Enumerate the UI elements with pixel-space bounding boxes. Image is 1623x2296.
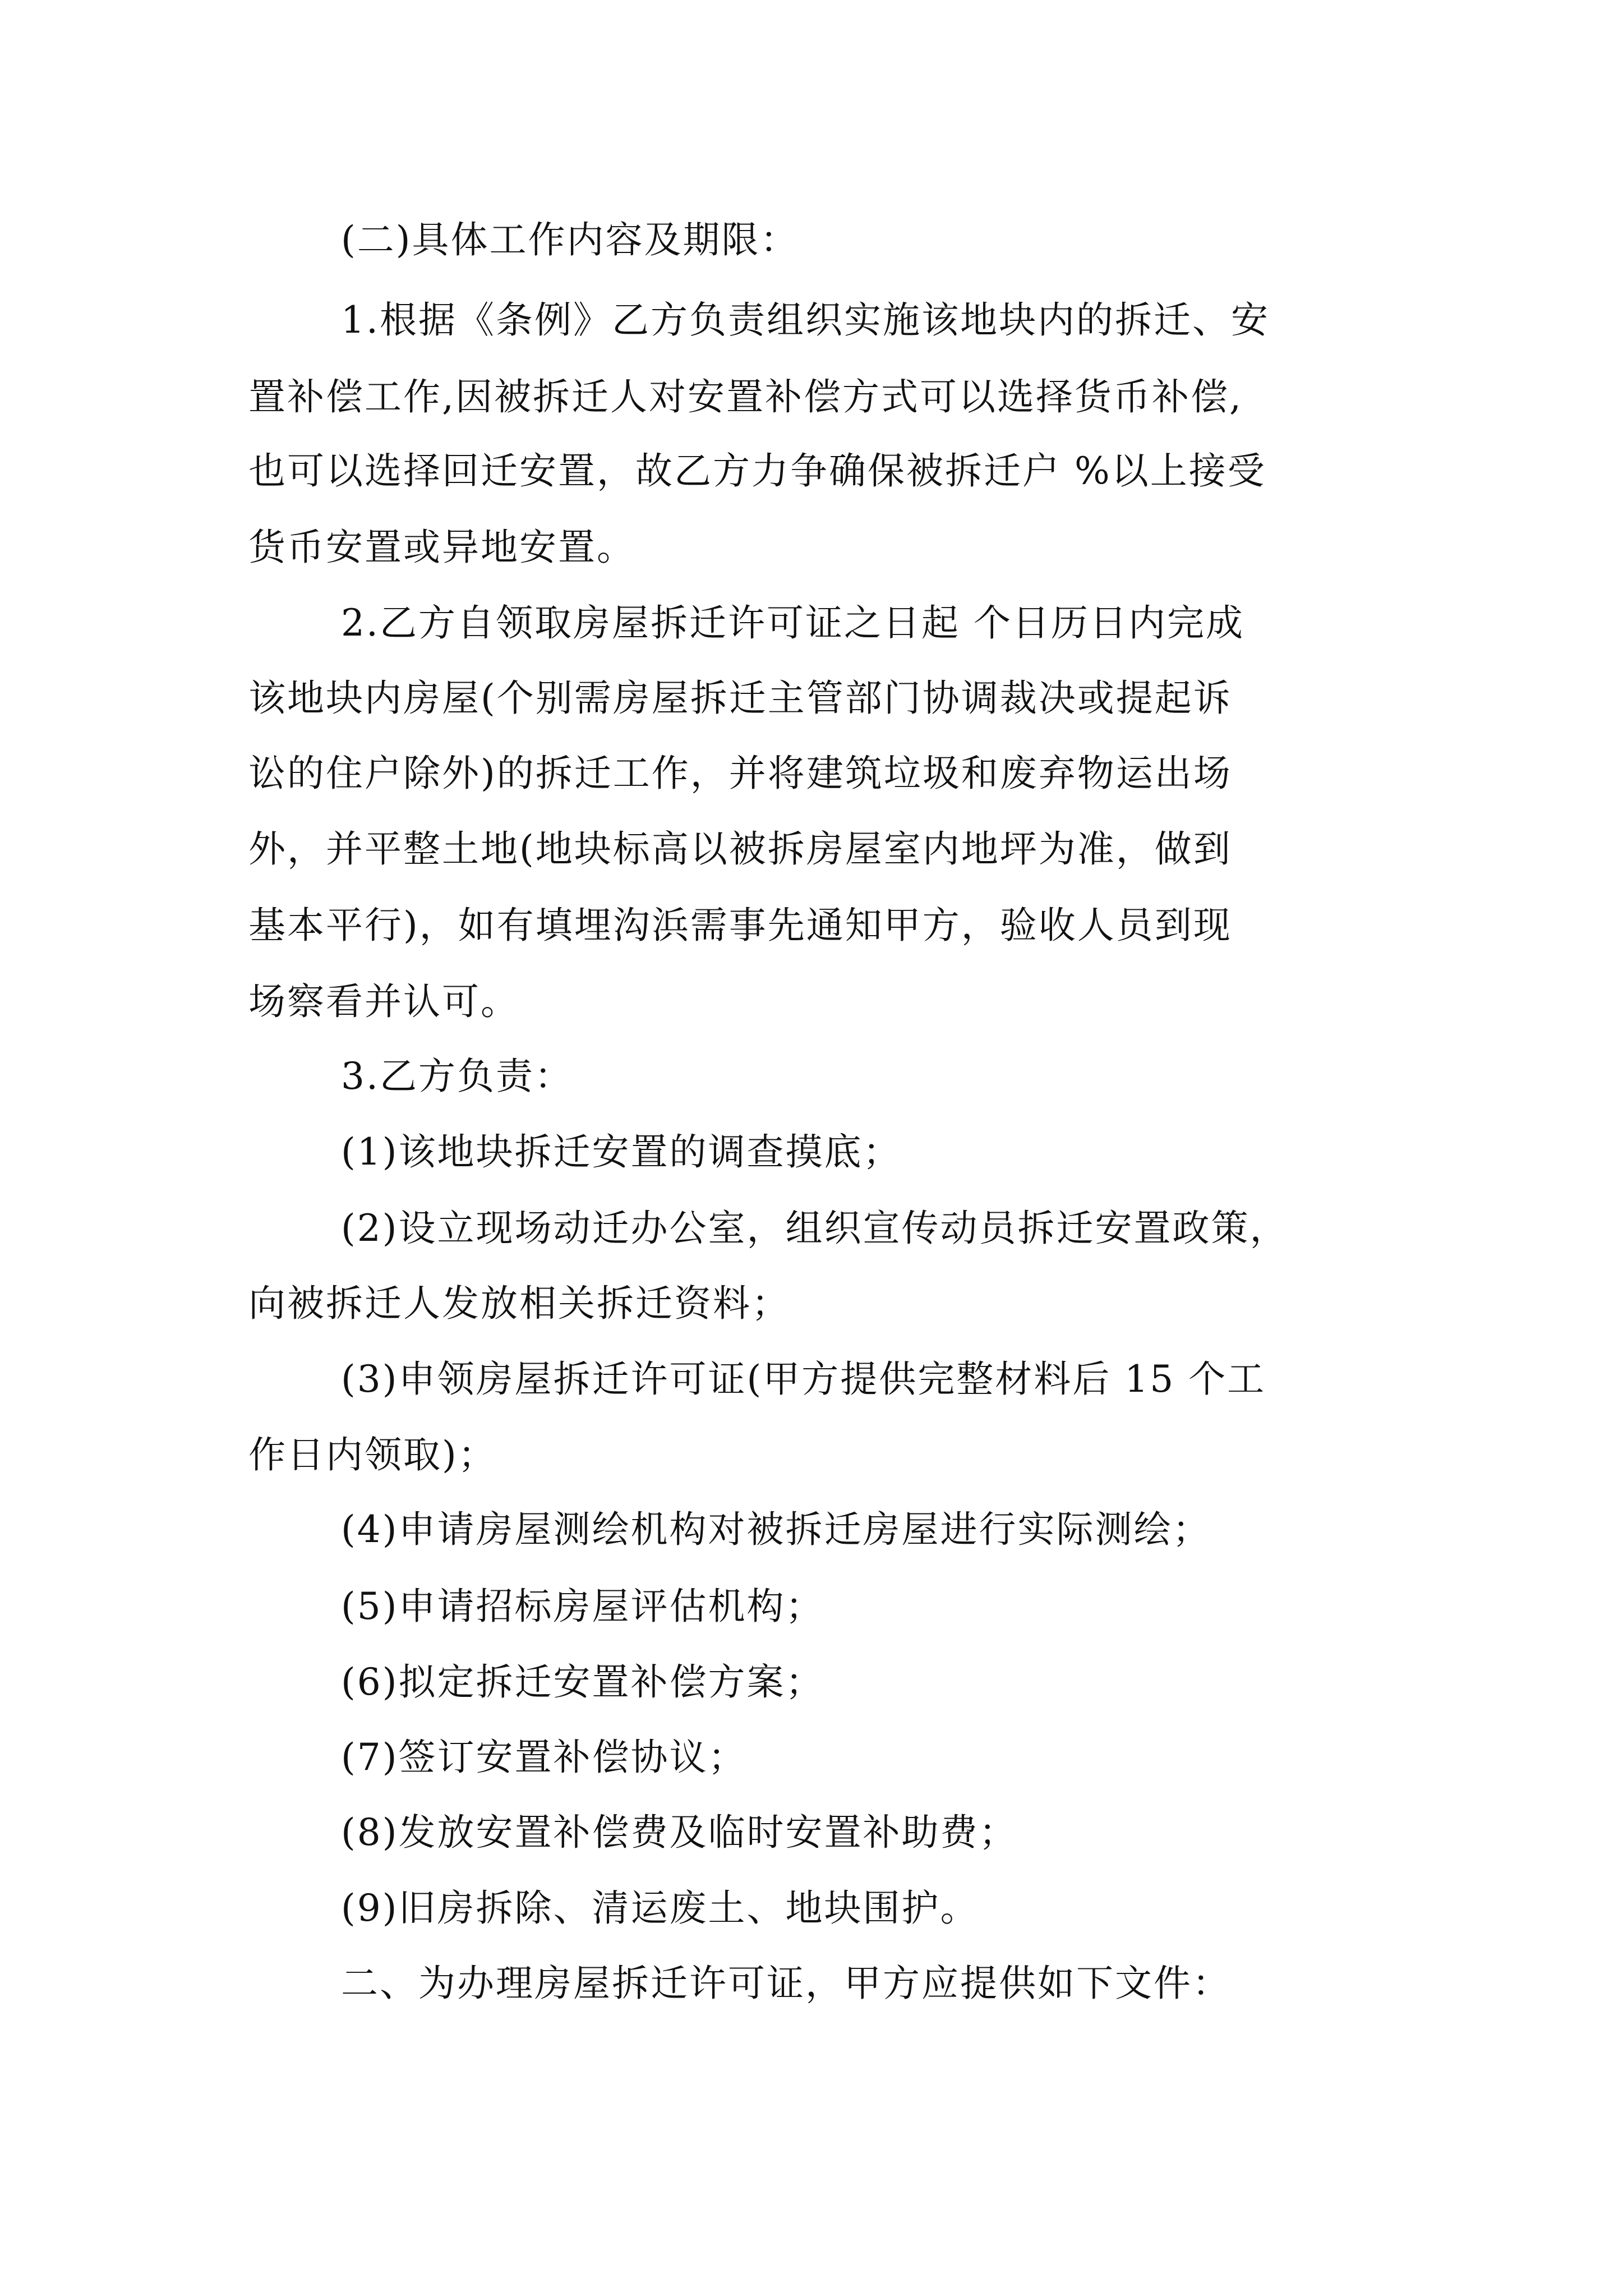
paragraph-2-line-1: 2.乙方自领取房屋拆迁许可证之日起 个日历日内完成: [341, 601, 1244, 645]
paragraph-1-line-1: 1.根据《条例》乙方负责组织实施该地块内的拆迁、安: [341, 298, 1270, 342]
paragraph-2-line-3: 讼的住户除外)的拆迁工作，并将建筑垃圾和废弃物运出场: [248, 752, 1232, 795]
list-item-4: (4)申请房屋测绘机构对被拆迁房屋进行实际测绘；: [341, 1508, 1211, 1551]
paragraph-2-line-2: 该地块内房屋(个别需房屋拆迁主管部门协调裁决或提起诉: [248, 677, 1232, 720]
list-item-2-line-1: (2)设立现场动迁办公室，组织宣传动员拆迁安置政策，: [341, 1207, 1289, 1250]
paragraph-2-line-5: 基本平行)，如有填埋沟浜需事先通知甲方，验收人员到现: [248, 904, 1232, 947]
list-item-1: (1)该地块拆迁安置的调查摸底；: [341, 1130, 902, 1174]
list-item-8: (8)发放安置补偿费及临时安置补助费；: [341, 1811, 1018, 1854]
list-item-9: (9)旧房拆除、清运废土、地块围护。: [341, 1887, 979, 1930]
paragraph-2-line-4: 外，并平整土地(地块标高以被拆房屋室内地坪为准，做到: [248, 827, 1232, 871]
list-item-2-line-2: 向被拆迁人发放相关拆迁资料；: [248, 1282, 790, 1325]
section-2-heading: 二、为办理房屋拆迁许可证，甲方应提供如下文件：: [341, 1962, 1231, 2005]
list-item-6: (6)拟定拆迁安置补偿方案；: [341, 1660, 824, 1704]
paragraph-1-line-4: 货币安置或异地安置。: [248, 526, 635, 569]
paragraph-3-heading: 3.乙方负责：: [341, 1055, 573, 1098]
list-item-3-line-1: (3)申领房屋拆迁许可证(甲方提供完整材料后 15 个工: [341, 1358, 1266, 1401]
paragraph-1-line-3: 也可以选择回迁安置，故乙方力争确保被拆迁户 %以上接受: [248, 449, 1266, 493]
section-heading: (二)具体工作内容及期限：: [341, 218, 799, 261]
list-item-3-line-2: 作日内领取)；: [248, 1433, 497, 1476]
list-item-5: (5)申请招标房屋评估机构；: [341, 1585, 824, 1628]
paragraph-2-line-6: 场察看并认可。: [248, 980, 519, 1023]
paragraph-1-line-2: 置补偿工作,因被拆迁人对安置补偿方式可以选择货币补偿,: [248, 375, 1243, 418]
list-item-7: (7)签订安置补偿协议；: [341, 1736, 747, 1779]
